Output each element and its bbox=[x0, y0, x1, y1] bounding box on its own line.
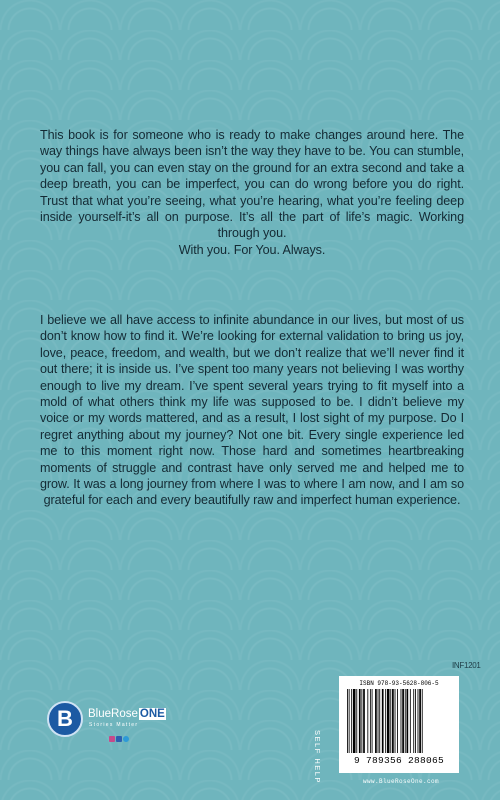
publisher-logo bbox=[47, 701, 167, 741]
barcode-bar bbox=[385, 689, 386, 753]
barcode-bar bbox=[378, 689, 379, 753]
barcode-bar bbox=[418, 689, 419, 753]
barcode-bar bbox=[390, 689, 391, 753]
publisher-tagline: Stories Matter bbox=[89, 722, 139, 728]
publisher-name-main: BlueRose bbox=[88, 708, 138, 720]
blurb-paragraph-1 bbox=[40, 127, 464, 258]
instagram-icon bbox=[109, 736, 115, 742]
category-code: INF1201 bbox=[452, 661, 481, 670]
barcode-bar bbox=[347, 689, 348, 753]
isbn-number: 9 789356 288065 bbox=[353, 755, 444, 766]
blurb-paragraph-2: I believe we all have access to infinite abundance in our lives, but most of us don’t know how to find it. We’re looking for external validation to bring us joy, love, peace, freedom, and wealth, but we don’t realize that we’ll never find it out there; it is inside us. I’ve spent too many years not believing I was worthy enough to live my dream. I’ve spent several years trying to fit myself into a mold of what others think my life was supposed to be. I didn’t believe my voice or my words mattered, and as a result, I lost sight of my purpose. Do I regret anything about my journey? Not one bit. Every single experience led me to this moment right now. Those hard and sometimes heartbreaking moments of struggle and contrast have only served me and helped me to grow. It was a long journey from where I was to where I am now, and I am so grateful for each and every beautifully raw and imperfect human experience. bbox=[40, 313, 464, 508]
barcode-bar bbox=[392, 689, 394, 753]
blurb-closing-line: With you. For You. Always. bbox=[178, 242, 326, 257]
barcode-bar bbox=[361, 689, 362, 753]
barcode-bar bbox=[363, 689, 365, 753]
publisher-name-suffix: ONE bbox=[139, 708, 165, 720]
barcode-bar bbox=[387, 689, 390, 753]
logo-mark-icon: B bbox=[47, 701, 83, 737]
twitter-icon bbox=[123, 736, 129, 742]
barcode-bar bbox=[379, 689, 380, 753]
barcode-bar bbox=[410, 689, 411, 753]
barcode-bar bbox=[356, 689, 357, 753]
barcode-bar bbox=[397, 689, 398, 753]
publisher-name bbox=[88, 708, 166, 720]
isbn-barcode bbox=[339, 676, 459, 773]
blurb-paragraph-1-line-2: The way things have always been isn’t the way they have to be. You can stumble, you can fall, you can even stay on the ground for an extra second and take a deep breath, you can be imperfect, you can do wrong before you do right. Trust that what you’re seeing, what you’re hearing, what you’re feeling deep inside yourself-it’s all on purpose. It’s all the part of life’s magic. Working through you. bbox=[40, 128, 464, 241]
barcode-bar bbox=[353, 689, 356, 753]
barcode-bar bbox=[401, 689, 402, 753]
barcode-bar bbox=[367, 689, 368, 753]
barcode-bar bbox=[359, 689, 361, 753]
barcode-bar bbox=[349, 689, 350, 753]
social-icons bbox=[109, 729, 130, 737]
barcode-bar bbox=[413, 689, 414, 753]
genre-label: SELF HELP bbox=[313, 730, 322, 784]
barcode-bar bbox=[375, 689, 377, 753]
barcode-bar bbox=[370, 689, 371, 753]
barcode-bar bbox=[405, 689, 406, 753]
barcode-bar bbox=[402, 689, 404, 753]
barcode-bar bbox=[422, 689, 423, 753]
blurb-paragraph-1-line-1: This book is for someone who is ready to make changes around here. bbox=[40, 128, 439, 142]
isbn-label: ISBN 978-93-5628-806-5 bbox=[359, 680, 439, 687]
barcode-bar bbox=[351, 689, 352, 753]
barcode-bars bbox=[347, 689, 451, 753]
barcode-bar bbox=[415, 689, 416, 753]
facebook-icon bbox=[116, 736, 122, 742]
barcode-bar bbox=[382, 689, 384, 753]
barcode-bar bbox=[407, 689, 409, 753]
barcode-bar bbox=[419, 689, 421, 753]
barcode-bar bbox=[372, 689, 373, 753]
publisher-website: www.BlueRoseOne.com bbox=[362, 778, 439, 785]
barcode-bar bbox=[395, 689, 396, 753]
